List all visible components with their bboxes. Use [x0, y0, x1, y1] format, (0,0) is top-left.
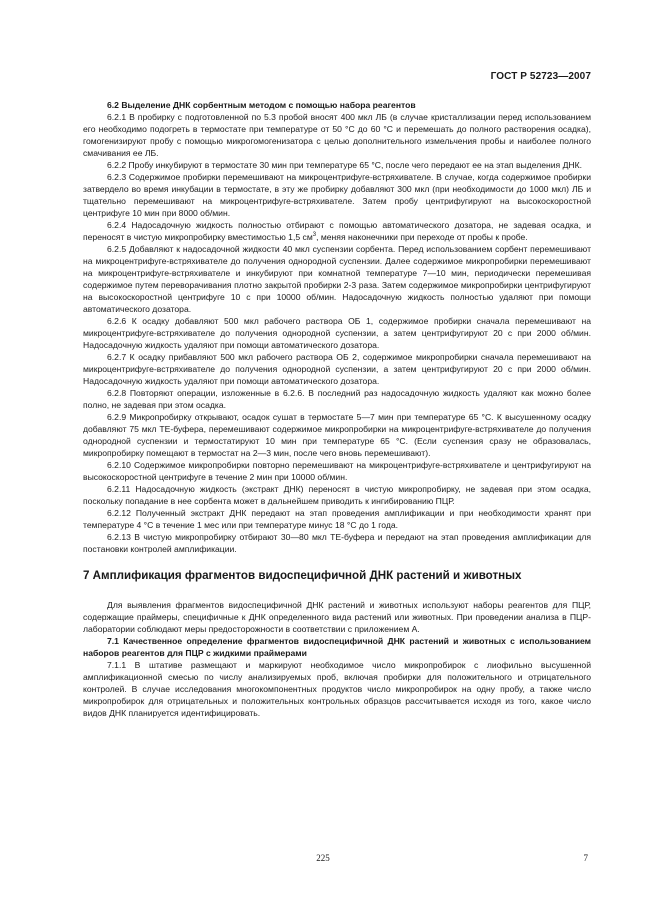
page-number-right: 7	[583, 853, 588, 863]
section-6-2-heading: 6.2 Выделение ДНК сорбентным методом с помощью набора реагентов	[107, 100, 416, 110]
document-body	[83, 99, 591, 719]
paragraph-6-2-5: 6.2.5 Добавляют к надосадочной жидкости 40 мкл суспензии сорбента. Перед использованием сорбент перемешивают на микроцентрифуге-встряхивателе до получения однородной суспензии. Далее содержимое микропробирки перемешивают на микроцентрифуге-встряхивателе и инкубируют при комнатной температуре 7—10 мин, периодически перемешивая содержимое путем переворачивания плотно закрытой пробирки 2-3 раза. Затем содержимое микропробирки центрифугируют на высокоскоростной центрифуге 10 с при 10000 об/мин. Надосадочную жидкость полностью удаляют при помощи автоматического дозатора.	[83, 244, 591, 314]
paragraph-6-2-12: 6.2.12 Полученный экстракт ДНК передают на этап проведения амплификации и при необходимости хранят при температуре 4 °С в течение 1 мес или при температуре минус 18 °С до 1 года.	[83, 508, 591, 530]
paragraph-6-2-6: 6.2.6 К осадку добавляют 500 мкл рабочего раствора ОБ 1, содержимое пробирки сначала перемешивают на микроцентрифуге-встряхивателе до получения однородной суспензии, а затем центрифугируют 20 с при 2000 об/мин. Надосадочную жидкость удаляют при помощи автоматического дозатора.	[83, 316, 591, 350]
paragraph-6-2-8: 6.2.8 Повторяют операции, изложенные в 6.2.6. В последний раз надосадочную жидкость удаляют как можно более полно, не задевая при этом осадка.	[83, 388, 591, 410]
paragraph-6-2-7: 6.2.7 К осадку прибавляют 500 мкл рабочего раствора ОБ 2, содержимое микропробирки сначала перемешивают на микроцентрифуге-встряхивателе до получения однородной суспензии, а затем центрифугируют 20 с при 2000 об/мин. Надосадочную жидкость удаляют при помощи автоматического дозатора.	[83, 352, 591, 386]
paragraph-6-2-11: 6.2.11 Надосадочную жидкость (экстракт ДНК) переносят в чистую микропробирку, не задевая при этом осадка, поскольку попадание в нее сорбента может в дальнейшем приводить к ингибированию ПЦР.	[83, 484, 591, 506]
paragraph-6-2-13: 6.2.13 В чистую микропробирку отбирают 30—80 мкл ТЕ-буфера и передают на этап проведения амплификации для постановки контролей амплификации.	[83, 532, 591, 554]
section-7-intro: Для выявления фрагментов видоспецифичной ДНК растений и животных используют наборы реагентов для ПЦР, содержащие праймеры, специфичные к ДНК определенного вида растений или животных. При проведении анализа в ПЦР-лаборатории соблюдают меры предосторожности в соответствии с приложением А.	[83, 600, 591, 634]
paragraph-6-2-1: 6.2.1 В пробирку с подготовленной по 5.3 пробой вносят 400 мкл ЛБ (в случае кристаллизации перед использованием его необходимо подогреть в термостате при температуре от 50 °С до 60 °С и перемешать до полного растворения осадка), гомогенизируют пробу с помощью микрогомогенизатора с целью дополнительного измельчения пробы и наиболее полного смачивания ее ЛБ.	[83, 112, 591, 158]
section-7-heading: 7 Амплификация фрагментов видоспецифичной ДНК растений и животных	[83, 569, 522, 582]
superscript-3: 3	[312, 232, 317, 239]
page-number-center: 225	[316, 853, 330, 863]
document-header: ГОСТ Р 52723—2007	[490, 71, 591, 82]
paragraph-6-2-2: 6.2.2 Пробу инкубируют в термостате 30 мин при температуре 65 °С, после чего передают ее на этап выделения ДНК.	[107, 160, 583, 170]
paragraph-6-2-4-text-a: 6.2.4 Надосадочную жидкость полностью отбирают с помощью автоматического дозатора, не задевая осадка, и переносят в чистую микропробирку вместимостью 1,5 см	[83, 220, 591, 242]
paragraph-6-2-4-text-b: , меняя наконечники при переходе от пробы к пробе.	[316, 232, 528, 242]
paragraph-6-2-3: 6.2.3 Содержимое пробирки перемешивают на микроцентрифуге-встряхивателе. В случае, когда содержимое пробирки затвердело во время инкубации в термостате, в эту же пробирку добавляют 300 мкл (при необходимости до 1000 мкл) ЛБ и тщательно перемешивают на микроцентрифуге-встряхивателе. Затем пробу центрифугируют на высокоскоростной центрифуге 10 мин при 8000 об/мин.	[83, 172, 591, 218]
paragraph-6-2-4	[83, 219, 591, 243]
paragraph-7-1-1: 7.1.1 В штативе размещают и маркируют необходимое число микропробирок с лиофильно высушенной амплификационной смесью по числу анализируемых проб, включая пробирки для положительного и отрицательного контролей. В случае исследования многокомпонентных продуктов число микропробирок на одну пробу, а также число микропробирок для отрицательных и положительных контрольных образцов рассчитывается исходя из того, какое число видов ДНК планируется идентифицировать.	[83, 660, 591, 718]
paragraph-6-2-9: 6.2.9 Микропробирку открывают, осадок сушат в термостате 5—7 мин при температуре 65 °С. К высушенному осадку добавляют 75 мкл ТЕ-буфера, перемешивают содержимое микропробирки на микроцентрифуге-встряхивателе до получения однородной суспензии и термостатируют 10 мин при температуре 65 °С. (Если суспензия сразу не образовалась, микропробирку помещают в термостат на 2—3 мин, после чего вновь перемешивают).	[83, 412, 591, 458]
section-7-1-heading: 7.1 Качественное определение фрагментов видоспецифичной ДНК растений и животных с использованием наборов реагентов для ПЦР с жидкими праймерами	[83, 636, 591, 658]
paragraph-6-2-10: 6.2.10 Содержимое микропробирки повторно перемешивают на микроцентрифуге-встряхивателе и центрифугируют на высокоскоростной центрифуге в течение 2 мин при 10000 об/мин.	[83, 460, 591, 482]
